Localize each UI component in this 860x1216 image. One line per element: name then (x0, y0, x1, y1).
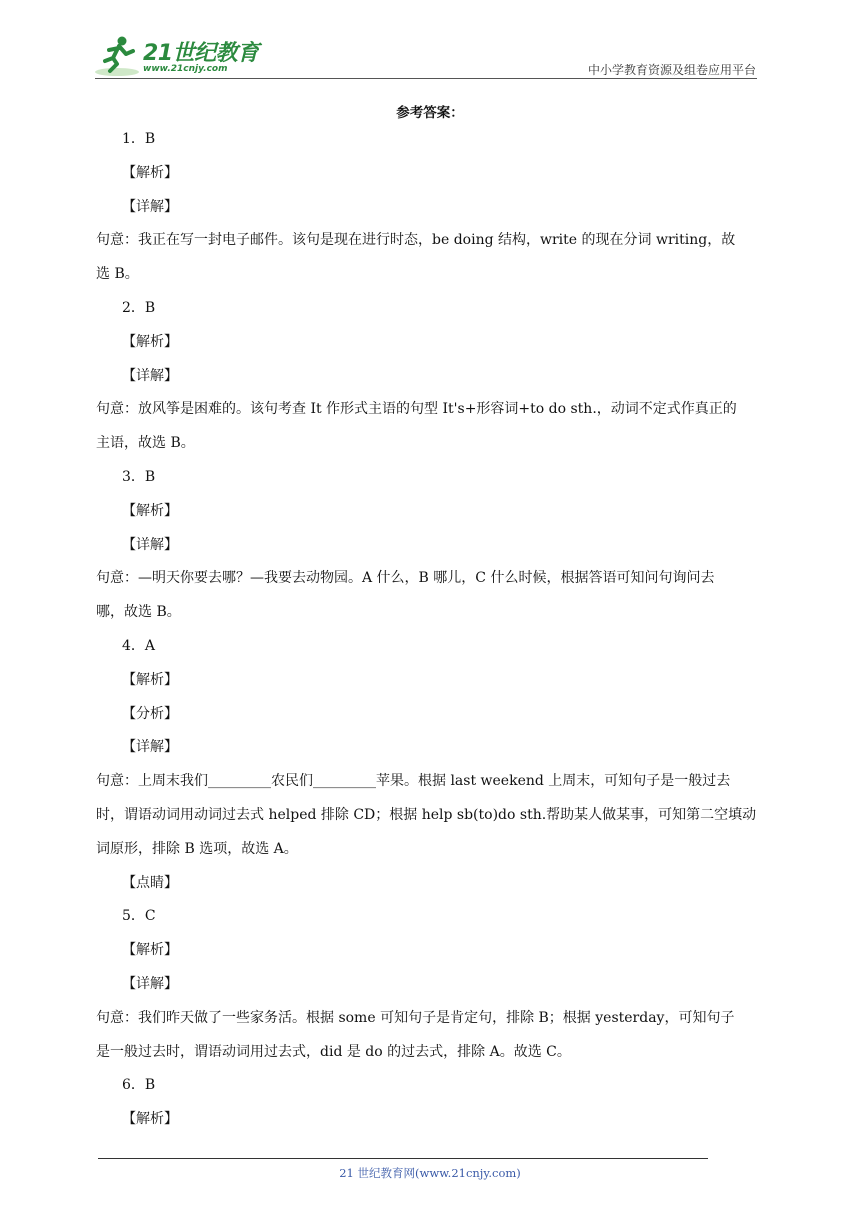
section-label: 【解析】 (122, 502, 178, 519)
explanation-text: 句意：我正在写一封电子邮件。该句是现在进行时态，be doing 结构，write 的现在分词 writing，故 (96, 232, 736, 249)
answer-number: 2．B (122, 299, 156, 316)
page-footer[interactable]: 21 世纪教育网(www.21cnjy.com) (339, 1166, 521, 1180)
section-label: 【点睛】 (122, 874, 178, 891)
section-label: 【解析】 (122, 164, 178, 181)
logo-url: www.21cnjy.com (143, 64, 228, 74)
explanation-text: 句意：上周末我们_________农民们_________苹果。根据 last weekend 上周末，可知句子是一般过去 (96, 773, 731, 790)
section-label: 【详解】 (122, 367, 178, 384)
section-label: 【解析】 (122, 333, 178, 350)
explanation-text: 时，谓语动词用动词过去式 helped 排除 CD；根据 help sb(to)do sth.帮助某人做某事，可知第二空填动 (96, 806, 757, 823)
explanation-text: 句意：放风筝是困难的。该句考查 It 作形式主语的句型 It's+形容词+to do sth.，动词不定式作真正的 (96, 401, 737, 418)
explanation-text: 词原形，排除 B 选项，故选 A。 (96, 840, 298, 857)
page-header (0, 0, 860, 90)
answer-content (96, 123, 762, 1137)
answer-number: 5．C (122, 908, 156, 925)
explanation-text: 选 B。 (96, 266, 139, 283)
explanation-text: 句意：—明天你要去哪？—我要去动物园。A 什么，B 哪儿，C 什么时候，根据答语可知问句询问去 (96, 570, 715, 587)
section-label: 【解析】 (122, 1111, 178, 1128)
explanation-text: 哪，故选 B。 (96, 604, 181, 621)
section-label: 【分析】 (122, 705, 178, 722)
answer-number: 4．A (122, 637, 156, 654)
explanation-text: 主语，故选 B。 (96, 435, 195, 452)
header-divider (95, 78, 757, 79)
runner-logo-icon (95, 34, 143, 78)
answer-number: 3．B (122, 468, 156, 485)
footer-divider (98, 1158, 708, 1159)
logo-text: 21世纪教育 (143, 41, 259, 66)
explanation-text: 句意：我们昨天做了一些家务活。根据 some 可知句子是肯定句，排除 B；根据 yesterday，可知句子 (96, 1009, 735, 1026)
explanation-text: 是一般过去时，谓语动词用过去式，did 是 do 的过去式，排除 A。故选 C。 (96, 1043, 571, 1060)
site-slogan: 中小学教育资源及组卷应用平台 (587, 63, 756, 77)
section-label: 【详解】 (122, 975, 178, 992)
section-label: 【解析】 (122, 671, 178, 688)
page-title: 参考答案： (396, 105, 464, 121)
section-label: 【详解】 (122, 536, 178, 553)
answer-number: 1．B (122, 131, 156, 147)
section-label: 【详解】 (122, 739, 178, 756)
site-logo[interactable] (95, 34, 265, 78)
section-label: 【详解】 (122, 198, 178, 215)
section-label: 【解析】 (122, 942, 178, 959)
answer-number: 6．B (122, 1077, 156, 1094)
